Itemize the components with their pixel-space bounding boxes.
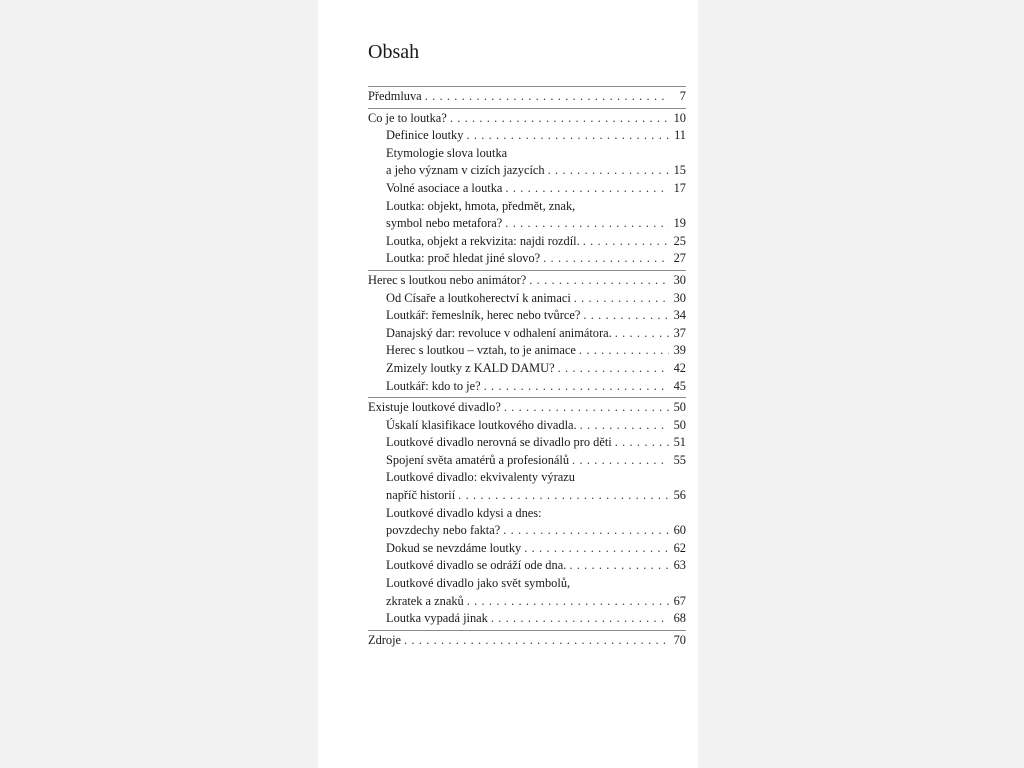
toc-subentry [368,417,686,435]
toc-chapter-entry [368,632,686,650]
toc-page-number: 19 [673,216,686,231]
dot-leader [450,110,669,128]
toc-page-number: 30 [673,272,686,287]
toc-page-number: 11 [674,128,686,143]
table-of-contents [368,38,686,651]
toc-entry-title: Zmizely loutky z KALD DAMU? [386,360,555,375]
toc-entry-title: Loutkář: kdo to je? [386,378,481,393]
toc-subentry [368,610,686,628]
toc-page-number: 63 [673,558,686,573]
toc-subentry [368,487,686,505]
toc-page-number: 25 [673,233,686,248]
toc-entry-title: Loutka, objekt a rekvizita: najdi rozdíl. [386,233,580,248]
toc-entry-title: Loutkové divadlo se odráží ode dna. [386,558,567,573]
dot-leader [425,88,669,106]
toc-entry-title: symbol nebo metafora? [386,216,503,231]
toc-subentry [368,593,686,611]
toc-subentry [368,127,686,145]
toc-page-number: 68 [673,611,686,626]
dot-leader [504,399,669,417]
toc-entry-line: Loutka: objekt, hmota, předmět, znak, [386,198,576,213]
toc-page-number: 34 [673,308,686,323]
toc-entry-title: Od Císaře a loutkoherectví k animaci [386,290,571,305]
toc-page-number: 55 [673,452,686,467]
dot-leader [548,162,669,180]
toc-entry-line: Etymologie slova loutka [386,145,508,160]
toc-subentry [368,360,686,378]
toc-page-number: 17 [673,180,686,195]
toc-chapter-entry [368,399,686,417]
dot-leader [529,272,669,290]
toc-entry-line: Loutkové divadlo kdysi a dnes: [386,505,542,520]
toc-entry-title: Zdroje [368,632,402,647]
toc-section [368,630,686,650]
toc-page-number: 10 [673,110,686,125]
toc-entry-title: a jeho význam v cizích jazycích [386,163,545,178]
toc-entry-title: Herec s loutkou – vztah, to je animace [386,343,576,358]
toc-entry-title: Loutkové divadlo nerovná se divadlo pro děti [386,435,612,450]
toc-entry-title: napříč historií [386,488,456,503]
toc-page-number: 42 [673,360,686,375]
toc-page-number: 45 [673,378,686,393]
toc-entry-title: Co je to loutka? [368,110,447,125]
toc-subentry [368,233,686,251]
dot-leader [503,522,669,540]
toc-subentry [368,342,686,360]
toc-page-number: 39 [673,343,686,358]
toc-subentry [368,215,686,233]
toc-entry-title: Dokud se nevzdáme loutky [386,540,522,555]
toc-page-number: 50 [673,417,686,432]
toc-entry-title: Herec s loutkou nebo animátor? [368,272,527,287]
toc-page-number: 37 [673,325,686,340]
dot-leader [569,557,669,575]
toc-page-number: 60 [673,523,686,538]
dot-leader [466,127,669,145]
toc-entry-title: Loutka vypadá jinak [386,611,488,626]
toc-entry-title: povzdechy nebo fakta? [386,523,501,538]
toc-subentry [368,250,686,268]
dot-leader [558,360,669,378]
dot-leader [579,342,669,360]
toc-subentry [368,290,686,308]
toc-chapter-entry [368,88,686,106]
dot-leader [484,378,669,396]
toc-entry-title: Loutkář: řemeslník, herec nebo tvůrce? [386,308,581,323]
toc-subentry [368,557,686,575]
dot-leader [543,250,669,268]
toc-page-number: 56 [673,488,686,503]
dot-leader [524,540,669,558]
toc-subentry [368,162,686,180]
toc-entry-title: Úskalí klasifikace loutkového divadla. [386,417,577,432]
dot-leader [580,417,669,435]
toc-subentry [368,378,686,396]
toc-page-number: 67 [673,593,686,608]
dot-leader [491,610,669,628]
dot-leader [583,233,669,251]
toc-page-number: 30 [673,290,686,305]
dot-leader [572,452,669,470]
toc-subentry [368,434,686,452]
dot-leader [574,290,669,308]
toc-chapter-entry [368,272,686,290]
toc-entry-title: Volné asociace a loutka [386,180,503,195]
toc-page-number: 7 [679,89,686,103]
toc-entry-title: Loutka: proč hledat jiné slovo? [386,251,541,266]
toc-entry-line: Loutkové divadlo: ekvivalenty výrazu [386,470,575,485]
toc-section [368,108,686,268]
toc-entry-title: Spojení světa amatérů a profesionálů [386,452,570,467]
toc-section [368,86,686,106]
toc-entry-line: Loutkové divadlo jako svět symbolů, [386,576,571,591]
toc-subentry [368,540,686,558]
toc-page-number: 27 [673,251,686,266]
toc-body [368,86,686,649]
toc-entry-title: Definice loutky [386,128,464,143]
toc-page-number: 51 [673,435,686,450]
dot-leader [505,215,669,233]
toc-section [368,397,686,628]
toc-subentry [368,307,686,325]
dot-leader [615,434,669,452]
toc-page-number: 62 [673,540,686,555]
toc-page-number: 50 [673,400,686,415]
toc-title: Obsah [368,41,420,63]
dot-leader [404,632,669,650]
toc-entry-title: Danajský dar: revoluce v odhalení animátora. [386,325,612,340]
toc-chapter-entry [368,110,686,128]
toc-page-number: 15 [673,163,686,178]
toc-entry-title: Předmluva [368,89,422,103]
toc-subentry [368,180,686,198]
toc-entry-title: zkratek a znaků [386,593,464,608]
toc-entry-title: Existuje loutkové divadlo? [368,400,501,415]
dot-leader [467,593,669,611]
dot-leader [615,325,669,343]
toc-page-number: 70 [673,632,686,647]
dot-leader [583,307,669,325]
toc-subentry [368,522,686,540]
dot-leader [505,180,669,198]
toc-subentry [368,325,686,343]
toc-subentry [368,452,686,470]
dot-leader [458,487,669,505]
toc-section [368,270,686,395]
